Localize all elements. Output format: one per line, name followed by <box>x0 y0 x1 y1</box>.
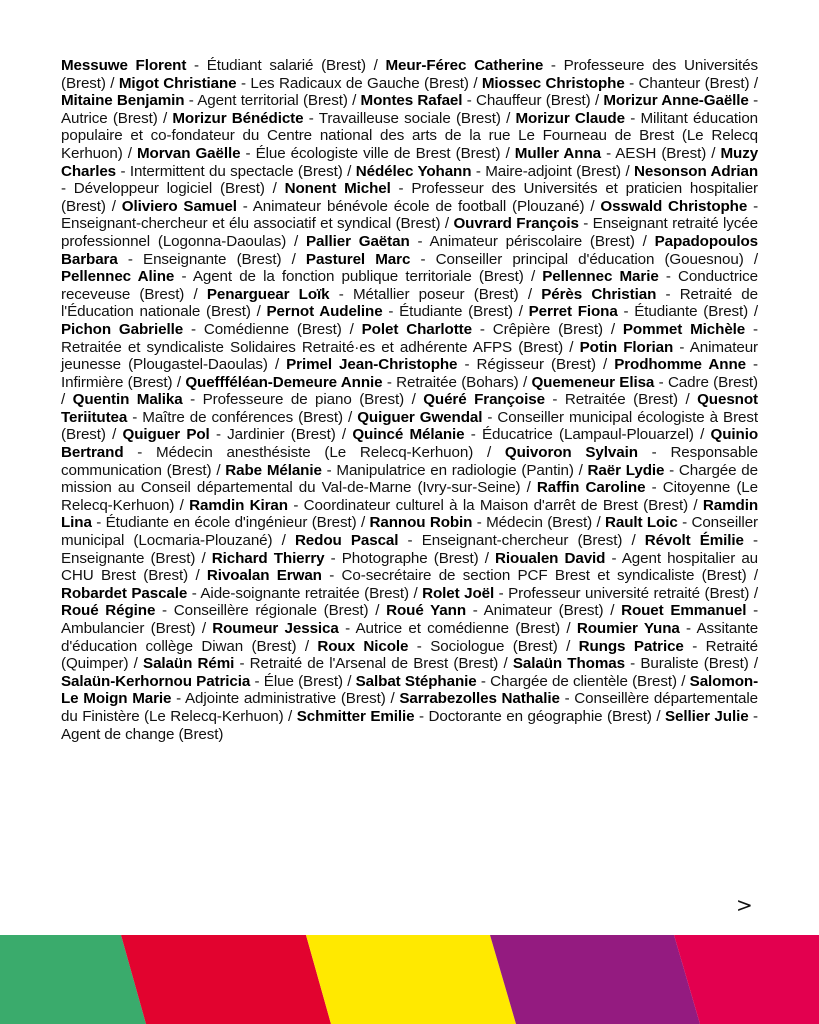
signatory-description: Doctorante en géographie (Brest) <box>428 707 652 725</box>
signatory-description: Retraitée (Bohars) <box>396 373 519 391</box>
signatory-description: Développeur logiciel (Brest) <box>73 180 265 198</box>
signatory-entry: Papadopoulos Barbara - Enseignante (Brest) <box>61 232 759 268</box>
signatory-entry: Polet Charlotte - Crêpière (Brest) <box>361 320 603 338</box>
signatory-description: Médecin (Brest) <box>486 514 593 532</box>
signatory-entry: Osswald Christophe - Enseignant-chercheur et élu associatif et syndical (Brest) <box>61 197 759 233</box>
signatory-entry: Ramdin Lina - Étudiante en école d'ingénieur (Brest) <box>61 496 758 532</box>
signatory-name: Nonent Michel <box>284 180 391 198</box>
signatory-name: Polet Charlotte <box>361 320 472 338</box>
signatory-entry: Quentin Malika - Professeure de piano (Brest) <box>72 391 405 409</box>
signatory-entry: Messuwe Florent - Étudiant salarié (Brest) <box>61 57 366 74</box>
signatory-description: Animateur (Brest) <box>483 602 604 620</box>
signatory-name: Salaün Rémi <box>143 655 235 673</box>
signatory-entry: Morizur Anne-Gaëlle - Autrice (Brest) <box>61 92 759 127</box>
signatory-name: Roué Régine <box>61 602 156 620</box>
signatory-description: Étudiante (Brest) <box>399 303 513 321</box>
signatory-description: Éducatrice (Lampaul-Plouarzel) <box>482 426 694 444</box>
signatory-entry: Morizur Bénédicte - Travailleuse sociale (Brest) <box>172 109 501 127</box>
signatory-entry: Ouvrard François - Enseignant retraité lycée professionnel (Logonna-Daoulas) <box>61 215 758 250</box>
signatory-entry: Robardet Pascale - Aide-soignante retraitée (Brest) <box>61 584 409 602</box>
color-stripe <box>121 935 331 1024</box>
signatory-name: Meur-Férec Catherine <box>385 57 544 74</box>
signatory-description: Retraitée et syndicaliste Solidaires Retraité·es et adhérente AFPS (Brest) <box>61 338 564 356</box>
signatory-entry: Salaün-Kerhornou Patricia - Élue (Brest) <box>61 672 343 690</box>
signatory-entry: Muller Anna - AESH (Brest) <box>514 144 707 162</box>
signatory-entry: Oliviero Samuel - Animateur bénévole école de football (Plouzané) <box>121 197 585 215</box>
signatory-description: Chargée de clientèle (Brest) <box>490 672 677 690</box>
signatory-description: Conseiller principal d'éducation (Gouesnou) <box>435 250 744 268</box>
signatory-name: Rungs Patrice <box>578 637 684 655</box>
signatory-name: Quivoron Sylvain <box>504 444 638 462</box>
signatory-name: Salbat Stéphanie <box>355 672 477 690</box>
signatory-name: Penarguear Loïk <box>206 285 330 303</box>
signatory-entry: Salaün Thomas - Buraliste (Brest) <box>512 655 749 673</box>
signatory-name: Ouvrard François <box>453 215 579 233</box>
signatory-description: Les Radicaux de Gauche (Brest) <box>250 74 469 92</box>
signatory-description: Cadre (Brest) <box>667 373 759 391</box>
signatory-entry: Queffféléan-Demeure Annie - Retraitée (Bohars) <box>185 373 519 391</box>
signatory-description: Chargée de mission au Conseil départemental du Val-de-Marne (Ivry-sur-Seine) <box>61 461 758 497</box>
signatory-entry: Primel Jean-Christophe - Régisseur (Brest) <box>286 356 596 374</box>
signatory-entry: Ramdin Kiran - Coordinateur culturel à la Maison d'arrêt de Brest (Brest) <box>189 496 689 514</box>
signatory-entry: Pérès Christian - Retraité de l'Éducation nationale (Brest) <box>61 285 758 321</box>
signatory-name: Roué Yann <box>386 602 467 620</box>
signatory-name: Ramdin Lina <box>61 496 758 532</box>
signatory-entry: Roux Nicole - Sociologue (Brest) <box>317 637 558 655</box>
signatory-name: Rolet Joël <box>422 584 495 602</box>
next-page-button[interactable] <box>736 893 756 917</box>
color-stripe <box>306 935 516 1024</box>
signatory-name: Roumier Yuna <box>576 620 680 637</box>
signatory-entry: Rault Loic - Conseiller municipal (Locmaria-Plouzané) <box>61 514 758 550</box>
signatory-entry: Salbat Stéphanie - Chargée de clientèle (Brest) <box>355 672 677 690</box>
signatory-description: Retraité de l'Éducation nationale (Brest) <box>61 285 758 321</box>
signatory-description: Photographe (Brest) <box>341 549 479 567</box>
signatory-description: Animateur périscolaire (Brest) <box>429 232 635 250</box>
signatory-name: Robardet Pascale <box>61 584 188 602</box>
color-stripe <box>490 935 700 1024</box>
signatory-entry: Rivoalan Erwan - Co-secrétaire de section PCF Brest et syndicaliste (Brest) <box>206 567 747 585</box>
signatory-description: Infirmière (Brest) <box>61 373 173 391</box>
signatory-name: Révolt Émilie <box>644 532 744 550</box>
signatory-description: Conseiller municipal (Locmaria-Plouzané) <box>61 514 758 550</box>
signatory-name: Osswald Christophe <box>600 197 748 215</box>
signatory-entry: Roué Yann - Animateur (Brest) <box>386 602 604 620</box>
signatory-description: Citoyenne (Le Relecq-Kerhuon) <box>61 479 759 514</box>
signatory-entry: Nonent Michel - Professeur des Universités et praticien hospitalier (Brest) <box>61 180 759 215</box>
signatory-name: Prodhomme Anne <box>614 356 746 374</box>
signatory-description: Retraité (Quimper) <box>61 637 758 673</box>
signatory-description: Conductrice receveuse (Brest) <box>61 268 758 303</box>
signatory-entry: Quiguer Gwendal - Conseiller municipal écologiste à Brest (Brest) <box>61 408 758 444</box>
signatory-name: Montes Rafael <box>360 92 463 110</box>
signatory-description: Travailleuse sociale (Brest) <box>318 109 501 127</box>
signatory-name: Pellennec Aline <box>61 268 175 286</box>
signatory-description: Agent territorial (Brest) <box>197 92 348 110</box>
signatory-description: Assitante d'éducation collège Diwan (Brest) <box>61 620 759 655</box>
signatory-name: Rioualen David <box>495 549 606 567</box>
signatory-entry: Mitaine Benjamin - Agent territorial (Brest) <box>61 92 348 110</box>
signatory-name: Schmitter Emilie <box>296 707 415 725</box>
signatories-list-page <box>61 57 758 743</box>
signatory-entry: Pichon Gabrielle - Comédienne (Brest) <box>61 320 342 338</box>
signatory-entry: Quesnot Teriitutea - Maître de conférences (Brest) <box>61 391 758 426</box>
signatory-name: Perret Fiona <box>528 303 618 321</box>
signatory-name: Quentin Malika <box>72 391 183 409</box>
signatory-description: Co-secrétaire de section PCF Brest et syndicaliste (Brest) <box>341 567 747 585</box>
signatory-name: Migot Christiane <box>118 74 237 92</box>
signatory-entry: Rannou Robin - Médecin (Brest) <box>369 514 593 532</box>
signatory-description: Conseiller municipal écologiste à Brest (Brest) <box>61 408 758 444</box>
signatory-description: Maire-adjoint (Brest) <box>485 162 622 180</box>
signatory-name: Miossec Christophe <box>481 74 625 92</box>
signatory-description: Enseignant-chercheur (Brest) <box>421 532 623 550</box>
signatory-name: Nédélec Yohann <box>355 162 472 180</box>
signatory-name: Pommet Michèle <box>622 320 746 338</box>
signatory-description: Chauffeur (Brest) <box>475 92 591 110</box>
signatory-entry: Penarguear Loïk - Métallier poseur (Brest) <box>206 285 519 303</box>
signatory-description: Enseignant retraité lycée professionnel (Logonna-Daoulas) <box>61 215 758 250</box>
signatory-entry: Nesonson Adrian - Développeur logiciel (Brest) <box>61 162 759 198</box>
color-stripe-band <box>0 935 819 1024</box>
signatory-entry: Morizur Claude - Militant éducation populaire et co-fondateur du Centre national des arts de la rue Le Fourneau de Brest (Le Relecq Kerhuon) <box>61 109 759 162</box>
signatory-entry: Pommet Michèle - Retraitée et syndicaliste Solidaires Retraité·es et adhérente AFPS (Brest) <box>61 320 759 356</box>
signatory-description: Militant éducation populaire et co-fondateur du Centre national des arts de la rue Le Fourneau de Brest (Le Relecq Kerhuon) <box>61 109 759 162</box>
signatory-description: Professeure des Universités (Brest) <box>61 57 758 92</box>
signatory-description: Buraliste (Brest) <box>640 655 749 673</box>
signatory-name: Morizur Claude <box>515 109 625 127</box>
signatory-name: Papadopoulos Barbara <box>61 232 759 268</box>
signatory-name: Morizur Anne-Gaëlle <box>603 92 749 110</box>
signatory-name: Richard Thierry <box>211 549 325 567</box>
signatory-description: Élue écologiste ville de Brest (Brest) <box>255 144 501 162</box>
signatory-description: AESH (Brest) <box>615 144 707 162</box>
signatory-entry: Richard Thierry - Photographe (Brest) <box>211 549 479 567</box>
signatory-name: Oliviero Samuel <box>121 197 237 215</box>
signatory-entry: Muzy Charles - Intermittent du spectacle (Brest) <box>61 144 759 180</box>
signatory-description: Chanteur (Brest) <box>638 74 750 92</box>
signatory-name: Pérès Christian <box>541 285 657 303</box>
signatory-description: Agent de la fonction publique territoriale (Brest) <box>192 268 524 286</box>
signatory-name: Rabe Mélanie <box>225 461 322 479</box>
signatory-description: Enseignante (Brest) <box>61 549 196 567</box>
signatory-entry: Rungs Patrice - Retraité (Quimper) <box>61 637 758 673</box>
color-stripe <box>0 935 146 1024</box>
signatory-name: Queffféléan-Demeure Annie <box>185 373 383 391</box>
signatory-name: Muzy Charles <box>61 144 759 180</box>
signatory-description: Responsable communication (Brest) <box>61 444 758 479</box>
signatory-entry: Quemeneur Elisa - Cadre (Brest) <box>531 373 759 391</box>
signatory-entry: Meur-Férec Catherine - Professeure des Universités (Brest) <box>61 57 758 92</box>
signatory-name: Roumeur Jessica <box>212 620 339 637</box>
signatory-entry: Roumier Yuna - Assitante d'éducation collège Diwan (Brest) <box>61 620 759 655</box>
signatory-description: Retraitée (Brest) <box>564 391 678 409</box>
signatory-description: Manipulatrice en radiologie (Pantin) <box>336 461 574 479</box>
signatory-entry: Roué Régine - Conseillère régionale (Brest) <box>61 602 369 620</box>
signatory-entry: Pallier Gaëtan - Animateur périscolaire (Brest) <box>306 232 635 250</box>
signatory-name: Rivoalan Erwan <box>206 567 322 585</box>
signatory-entry: Miossec Christophe - Chanteur (Brest) <box>481 74 750 92</box>
signatory-entry: Perret Fiona - Étudiante (Brest) <box>528 303 749 321</box>
signatory-name: Quincé Mélanie <box>352 426 465 444</box>
signatory-description: Étudiant salarié (Brest) <box>206 57 366 74</box>
signatory-description: Enseignante (Brest) <box>143 250 282 268</box>
signatory-description: Professeur université retraité (Brest) <box>508 584 750 602</box>
signatory-entry: Pellennec Aline - Agent de la fonction publique territoriale (Brest) <box>61 268 524 286</box>
signatory-name: Quinio Bertrand <box>61 426 759 462</box>
signatory-description: Agent hospitalier au CHU Brest (Brest) <box>61 549 759 585</box>
signatories-paragraph: Messuwe Florent - Étudiant salarié (Brest) / Meur-Férec Catherine - Professeure des Universités (Brest) / Migot Christiane - Les Radicaux de Gauche (Brest) / Miossec Christophe - Chanteur (Brest) / Mitaine Benjamin - Agent territorial (Brest) / Montes Rafael - Chauffeur (Brest) / Morizur Anne-Gaëlle - Autrice (Brest) / Morizur Bénédicte - Travailleuse sociale (Brest) / Morizur Claude - Militant éducation populaire et co-fondateur du Centre national des arts de la rue Le Fourneau de Brest (Le Relecq Kerhuon) / Morvan Gaëlle - Élue écologiste ville de Brest (Brest) / Muller Anna - AESH (Brest) / Muzy Charles - Intermittent du spectacle (Brest) / Nédélec Yohann - Maire-adjoint (Brest) / Nesonson Adrian - Développeur logiciel (Brest) / Nonent Michel - Professeur des Universités et praticien hospitalier (Brest) / Oliviero Samuel - Animateur bénévole école de football (Plouzané) / Osswald Christophe - Enseignant-chercheur et élu associatif et syndical (Brest) / Ouvrard François - Enseignant retraité lycée professionnel (Logonna-Daoulas) / Pallier Gaëtan - Animateur périscolaire (Brest) / Papadopoulos Barbara - Enseignante (Brest) / Pasturel Marc - Conseiller principal d'éducation (Gouesnou) / Pellennec Aline - Agent de la fonction publique territoriale (Brest) / Pellennec Marie - Conductrice receveuse (Brest) / Penarguear Loïk - Métallier poseur (Brest) / Pérès Christian - Retraité de l'Éducation nationale (Brest) / Pernot Audeline - Étudiante (Brest) / Perret Fiona - Étudiante (Brest) / Pichon Gabrielle - Comédienne (Brest) / Polet Charlotte - Crêpière (Brest) / Pommet Michèle - Retraitée et syndicaliste Solidaires Retraité·es et adhérente AFPS (Brest) / Potin Florian - Animateur jeunesse (Plougastel-Daoulas) / Primel Jean-Christophe - Régisseur (Brest) / Prodhomme Anne - Infirmière (Brest) / Queffféléan-Demeure Annie - Retraitée (Bohars) / Quemeneur Elisa - Cadre (Brest) / Quentin Malika - Professeure de piano (Brest) / Quéré Françoise - Retraitée (Brest) / Quesnot Teriitutea - Maître de conférences (Brest) / Quiguer Gwendal - Conseiller municipal écologiste à Brest (Brest) / Quiguer Pol - Jardinier (Brest) / Quincé Mélanie - Éducatrice (Lampaul-Plouarzel) / Quinio Bertrand - Médecin anesthésiste (Le Relecq-Kerhuon) / Quivoron Sylvain - Responsable communication (Brest) / Rabe Mélanie - Manipulatrice en radiologie (Pantin) / Raër Lydie - Chargée de mission au Conseil départemental du Val-de-Marne (Ivry-sur-Seine) / Raffin Caroline - Citoyenne (Le Relecq-Kerhuon) / Ramdin Kiran - Coordinateur culturel à la Maison d'arrêt de Brest (Brest) / Ramdin Lina - Étudiante en école d'ingénieur (Brest) / Rannou Robin - Médecin (Brest) / Rault Loic - Conseiller municipal (Locmaria-Plouzané) / Redou Pascal - Enseignant-chercheur (Brest) / Révolt Émilie - Enseignante (Brest) / Richard Thierry - Photographe (Brest) / Rioualen David - Agent hospitalier au CHU Brest (Brest) / Rivoalan Erwan - Co-secrétaire de section PCF Brest et syndicaliste (Brest) / Robardet Pascale - Aide-soignante retraitée (Brest) / Rolet Joël - Professeur université retraité (Brest) / Roué Régine - Conseillère régionale (Brest) / Roué Yann - Animateur (Brest) / Rouet Emmanuel - Ambulancier (Brest) / Roumeur Jessica - Autrice et comédienne (Brest) / Roumier Yuna - Assitante d'éducation collège Diwan (Brest) / Roux Nicole - Sociologue (Brest) / Rungs Patrice - Retraité (Quimper) / Salaün Rémi - Retraité de l'Arsenal de Brest (Brest) / Salaün Thomas - Buraliste (Brest) / Salaün-Kerhornou Patricia - Élue (Brest) / Salbat Stéphanie - Chargée de clientèle (Brest) / Salomon-Le Moign Marie - Adjointe administrative (Brest) / Sarrabezolles Nathalie - Conseillère départementale du Finistère (Le Relecq-Kerhuon) / Schmitter Emilie - Doctorante en géographie (Brest) / Sellier Julie - Agent de change (Brest) <box>61 57 759 743</box>
signatory-description: Professeur des Universités et praticien hospitalier (Brest) <box>61 180 759 215</box>
signatory-description: Conseillère départementale du Finistère (Le Relecq-Kerhuon) <box>61 690 759 725</box>
signatory-entry: Redou Pascal - Enseignant-chercheur (Brest) <box>294 532 623 550</box>
signatory-description: Conseillère régionale (Brest) <box>173 602 369 620</box>
signatory-description: Jardinier (Brest) <box>227 426 336 444</box>
signatory-entry: Pellennec Marie - Conductrice receveuse (Brest) <box>61 268 758 303</box>
signatory-name: Ramdin Kiran <box>189 496 288 514</box>
signatory-entry: Nédélec Yohann - Maire-adjoint (Brest) <box>355 162 622 180</box>
signatory-name: Morizur Bénédicte <box>172 109 304 127</box>
signatory-description: Animateur bénévole école de football (Plouzané) <box>252 197 585 215</box>
signatory-name: Pichon Gabrielle <box>61 320 184 338</box>
signatory-entry: Raffin Caroline - Citoyenne (Le Relecq-Kerhuon) <box>61 479 759 514</box>
signatory-name: Messuwe Florent <box>61 57 187 74</box>
signatory-description: Aide-soignante retraitée (Brest) <box>200 584 409 602</box>
signatory-entry: Quivoron Sylvain - Responsable communication (Brest) <box>61 444 758 479</box>
signatory-description: Comédienne (Brest) <box>203 320 342 338</box>
signatory-entry: Rioualen David - Agent hospitalier au CHU Brest (Brest) <box>61 549 759 585</box>
signatory-entry: Roumeur Jessica - Autrice et comédienne (Brest) <box>212 620 561 637</box>
signatory-description: Élue (Brest) <box>263 672 343 690</box>
signatory-description: Autrice (Brest) <box>61 109 158 127</box>
signatory-name: Rannou Robin <box>369 514 473 532</box>
signatory-name: Nesonson Adrian <box>634 162 759 180</box>
signatory-name: Sarrabezolles Nathalie <box>399 690 560 708</box>
signatory-description: Crêpière (Brest) <box>492 320 603 338</box>
signatory-description: Adjointe administrative (Brest) <box>185 690 386 708</box>
signatory-name: Quemeneur Elisa <box>531 373 655 391</box>
signatory-description: Régisseur (Brest) <box>476 356 596 374</box>
signatory-name: Pellennec Marie <box>542 268 659 286</box>
signatory-name: Primel Jean-Christophe <box>286 356 458 374</box>
signatory-name: Mitaine Benjamin <box>61 92 185 110</box>
signatory-description: Professeure de piano (Brest) <box>202 391 405 409</box>
signatory-name: Quiguer Pol <box>122 426 210 444</box>
signatory-entry: Sellier Julie - Agent de change (Brest) <box>61 707 759 743</box>
signatory-name: Roux Nicole <box>317 637 409 655</box>
signatory-entry: Rouet Emmanuel - Ambulancier (Brest) <box>61 602 759 637</box>
signatory-name: Sellier Julie <box>665 707 749 725</box>
signatory-entry: Raër Lydie - Chargée de mission au Conseil départemental du Val-de-Marne (Ivry-sur-Seine) <box>61 461 758 497</box>
signatory-name: Quesnot Teriitutea <box>61 391 758 426</box>
signatory-entry: Quiguer Pol - Jardinier (Brest) <box>122 426 336 444</box>
signatory-name: Redou Pascal <box>294 532 399 550</box>
signatory-description: Retraité de l'Arsenal de Brest (Brest) <box>249 655 499 673</box>
signatory-entry: Quinio Bertrand - Médecin anesthésiste (Le Relecq-Kerhuon) <box>61 426 759 462</box>
signatory-entry: Quincé Mélanie - Éducatrice (Lampaul-Plouarzel) <box>352 426 694 444</box>
signatory-description: Coordinateur culturel à la Maison d'arrêt de Brest (Brest) <box>303 496 689 514</box>
signatory-entry: Pasturel Marc - Conseiller principal d'éducation (Gouesnou) <box>305 250 744 268</box>
signatory-name: Pallier Gaëtan <box>306 232 410 250</box>
signatory-description: Autrice et comédienne (Brest) <box>355 620 561 637</box>
signatory-entry: Pernot Audeline - Étudiante (Brest) <box>266 303 513 321</box>
signatory-description: Animateur jeunesse (Plougastel-Daoulas) <box>61 338 759 374</box>
signatory-entry: Rolet Joël - Professeur université retraité (Brest) <box>422 584 750 602</box>
signatory-name: Salaün-Kerhornou Patricia <box>61 672 251 690</box>
signatory-description: Étudiante en école d'ingénieur (Brest) <box>105 514 357 532</box>
signatory-name: Salaün Thomas <box>512 655 625 673</box>
signatory-name: Morvan Gaëlle <box>136 144 241 162</box>
chevron-right-icon: > <box>736 893 753 917</box>
signatory-name: Quiguer Gwendal <box>357 408 483 426</box>
signatory-description: Agent de change (Brest) <box>61 725 224 743</box>
signatory-entry: Potin Florian - Animateur jeunesse (Plougastel-Daoulas) <box>61 338 759 374</box>
signatory-name: Raffin Caroline <box>536 479 646 497</box>
signatory-description: Médecin anesthésiste (Le Relecq-Kerhuon) <box>156 444 474 462</box>
signatory-description: Ambulancier (Brest) <box>61 620 196 637</box>
signatory-entry: Salaün Rémi - Retraité de l'Arsenal de Brest (Brest) <box>143 655 499 673</box>
signatory-entry: Salomon-Le Moign Marie - Adjointe administrative (Brest) <box>61 672 759 708</box>
signatory-entry: Montes Rafael - Chauffeur (Brest) <box>360 92 591 110</box>
signatory-description: Enseignant-chercheur et élu associatif et syndical (Brest) <box>61 215 441 233</box>
signatory-name: Salomon-Le Moign Marie <box>61 672 759 708</box>
signatory-entry: Quéré Françoise - Retraitée (Brest) <box>423 391 678 409</box>
signatory-entry: Rabe Mélanie - Manipulatrice en radiologie (Pantin) <box>225 461 574 479</box>
signatory-name: Rouet Emmanuel <box>621 602 747 620</box>
signatory-entry: Schmitter Emilie - Doctorante en géographie (Brest) <box>296 707 652 725</box>
signatory-entry: Révolt Émilie - Enseignante (Brest) <box>61 532 759 567</box>
signatory-entry: Prodhomme Anne - Infirmière (Brest) <box>61 356 758 391</box>
signatory-entry: Migot Christiane - Les Radicaux de Gauche (Brest) <box>118 74 469 92</box>
signatory-name: Potin Florian <box>579 338 674 356</box>
signatory-description: Métallier poseur (Brest) <box>352 285 519 303</box>
signatory-description: Maître de conférences (Brest) <box>142 408 344 426</box>
signatory-name: Pernot Audeline <box>266 303 383 321</box>
signatory-entry: Sarrabezolles Nathalie - Conseillère départementale du Finistère (Le Relecq-Kerhuon) <box>61 690 759 725</box>
signatory-entry: Morvan Gaëlle - Élue écologiste ville de Brest (Brest) <box>136 144 501 162</box>
signatory-description: Étudiante (Brest) <box>634 303 749 321</box>
signatory-name: Rault Loic <box>605 514 678 532</box>
signatory-name: Quéré Françoise <box>423 391 545 409</box>
signatory-name: Raër Lydie <box>587 461 665 479</box>
signatory-name: Muller Anna <box>514 144 601 162</box>
signatory-description: Intermittent du spectacle (Brest) <box>129 162 343 180</box>
signatory-description: Sociologue (Brest) <box>430 637 558 655</box>
signatory-name: Pasturel Marc <box>305 250 411 268</box>
